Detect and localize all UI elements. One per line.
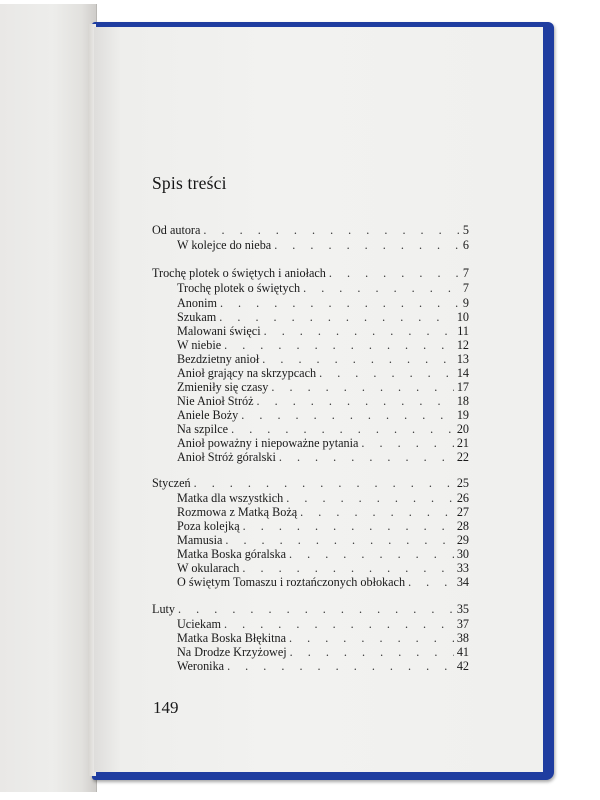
toc-entry: Zmieniły się czasy . . . 17	[177, 380, 469, 395]
toc-entry: Matka dla wszystkich . . . 26	[177, 491, 469, 506]
toc-entry: Na szpilce . . . 20	[177, 422, 469, 437]
toc-entry: Matka Boska Błękitna . . . 38	[177, 631, 469, 646]
toc-entry: Nie Anioł Stróż . . . 18	[177, 394, 469, 409]
toc-entry: Trochę plotek o świętych i aniołach . . . 7	[152, 266, 469, 281]
toc-entry: Mamusia . . . 29	[177, 533, 469, 548]
toc-entry: Anonim . . . 9	[177, 296, 469, 311]
toc-entry: Anioł grający na skrzypcach . . . 14	[177, 366, 469, 381]
toc-entry: Aniele Boży . . . 19	[177, 408, 469, 423]
toc-entry: Matka Boska góralska . . . 30	[177, 547, 469, 562]
toc-entry: Rozmowa z Matką Bożą . . . 27	[177, 505, 469, 520]
toc-entry: Trochę plotek o świętych . . . 7	[177, 281, 469, 296]
toc-entry: W okularach . . . 33	[177, 561, 469, 576]
toc-entry: Na Drodze Krzyżowej . . . 41	[177, 645, 469, 660]
toc-entry: Luty . . . 35	[152, 602, 469, 617]
toc-entry: Malowani święci . . . 11	[177, 324, 469, 339]
toc-entry: Uciekam . . . 37	[177, 617, 469, 632]
page-number: 149	[153, 698, 179, 717]
toc-entry: W niebie . . . 12	[177, 338, 469, 353]
toc-entry: Anioł Stróż góralski . . . 22	[177, 450, 469, 465]
toc-entry: Poza kolejką . . . 28	[177, 519, 469, 534]
toc-entry: Szukam . . . 10	[177, 310, 469, 325]
toc-entry: Weronika . . . 42	[177, 659, 469, 674]
toc-entry: Anioł poważny i niepoważne pytania . . . 21	[177, 436, 469, 451]
toc-entry: Styczeń . . . 25	[152, 476, 469, 491]
toc-entry: Od autora . . . 5	[152, 223, 469, 238]
toc-entry: Bezdzietny anioł . . . 13	[177, 352, 469, 367]
toc-entry: O świętym Tomaszu i roztańczonych obłokach . . . 34	[177, 575, 469, 590]
toc-heading: Spis treści	[152, 173, 227, 193]
toc-entry: W kolejce do nieba . . . 6	[177, 238, 469, 253]
